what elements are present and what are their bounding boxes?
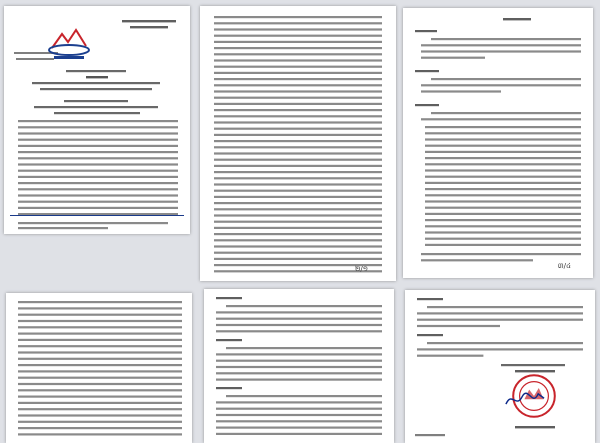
text-line bbox=[226, 347, 382, 349]
document-page-1 bbox=[4, 6, 190, 234]
text-line bbox=[18, 389, 182, 391]
text-line bbox=[214, 72, 382, 74]
text-line bbox=[214, 239, 382, 241]
text-line bbox=[216, 372, 382, 374]
text-line bbox=[425, 225, 581, 227]
text-line bbox=[18, 176, 178, 178]
text-line bbox=[425, 207, 581, 209]
text-line bbox=[216, 427, 382, 429]
text-line bbox=[216, 433, 382, 435]
text-line bbox=[425, 138, 581, 140]
text-lines bbox=[405, 290, 595, 443]
document-page-2 bbox=[200, 6, 396, 281]
text-line bbox=[216, 297, 242, 299]
text-line bbox=[214, 103, 382, 105]
text-line bbox=[415, 70, 439, 72]
text-line bbox=[214, 66, 382, 68]
text-line bbox=[216, 339, 242, 341]
text-line bbox=[214, 190, 382, 192]
text-line bbox=[425, 126, 581, 128]
text-line bbox=[18, 301, 182, 303]
text-line bbox=[18, 132, 178, 134]
text-line bbox=[18, 188, 178, 190]
text-line bbox=[214, 140, 382, 142]
text-line bbox=[421, 50, 581, 52]
text-line bbox=[214, 202, 382, 204]
text-line bbox=[421, 253, 581, 255]
text-line bbox=[425, 132, 581, 134]
page-number: ២/១ bbox=[355, 265, 368, 273]
text-line bbox=[214, 47, 382, 49]
text-line bbox=[66, 70, 126, 72]
text-line bbox=[421, 118, 581, 120]
text-line bbox=[214, 258, 382, 260]
text-line bbox=[64, 100, 128, 102]
text-line bbox=[425, 145, 581, 147]
text-line bbox=[214, 233, 382, 235]
text-lines bbox=[204, 289, 394, 443]
text-line bbox=[18, 151, 178, 153]
text-line bbox=[216, 366, 382, 368]
text-line bbox=[425, 151, 581, 153]
text-line bbox=[214, 16, 382, 18]
text-line bbox=[214, 115, 382, 117]
document-page-3 bbox=[403, 8, 593, 278]
text-line bbox=[86, 76, 108, 78]
text-line bbox=[226, 395, 382, 397]
document-page-6 bbox=[405, 290, 595, 443]
text-line bbox=[214, 252, 382, 254]
text-line bbox=[18, 145, 178, 147]
text-line bbox=[214, 152, 382, 154]
text-line bbox=[214, 165, 382, 167]
text-line bbox=[431, 38, 581, 40]
text-line bbox=[216, 379, 382, 381]
text-line bbox=[417, 319, 583, 321]
text-line bbox=[214, 208, 382, 210]
text-line bbox=[214, 196, 382, 198]
text-line bbox=[214, 214, 382, 216]
text-line bbox=[18, 120, 178, 122]
text-line bbox=[425, 244, 581, 246]
text-line bbox=[214, 245, 382, 247]
text-line bbox=[32, 82, 160, 84]
text-line bbox=[214, 177, 382, 179]
text-line bbox=[417, 348, 583, 350]
text-line bbox=[421, 259, 533, 261]
text-line bbox=[214, 159, 382, 161]
text-line bbox=[425, 213, 581, 215]
text-line bbox=[216, 311, 382, 313]
text-lines bbox=[6, 293, 192, 443]
text-line bbox=[417, 355, 483, 357]
text-line bbox=[417, 312, 583, 314]
text-line bbox=[216, 318, 382, 320]
text-line bbox=[216, 420, 382, 422]
text-line bbox=[417, 298, 443, 300]
text-line bbox=[214, 221, 382, 223]
text-line bbox=[216, 324, 382, 326]
text-line bbox=[18, 358, 182, 360]
text-line bbox=[214, 78, 382, 80]
text-line bbox=[214, 183, 382, 185]
text-line bbox=[130, 26, 168, 28]
text-line bbox=[34, 106, 158, 108]
text-line bbox=[18, 414, 182, 416]
text-line bbox=[122, 20, 176, 22]
text-line bbox=[18, 201, 178, 203]
text-line bbox=[214, 128, 382, 130]
text-line bbox=[18, 320, 182, 322]
text-line bbox=[216, 330, 382, 332]
text-line bbox=[18, 377, 182, 379]
text-line bbox=[216, 408, 382, 410]
text-line bbox=[18, 139, 178, 141]
text-line bbox=[226, 305, 382, 307]
text-lines bbox=[200, 6, 396, 281]
text-line bbox=[216, 360, 382, 362]
text-line bbox=[427, 306, 583, 308]
text-line bbox=[214, 53, 382, 55]
text-line bbox=[18, 433, 182, 435]
document-page-5 bbox=[204, 289, 394, 443]
text-line bbox=[431, 78, 581, 80]
text-line bbox=[503, 18, 531, 20]
text-line bbox=[214, 59, 382, 61]
text-line bbox=[216, 401, 382, 403]
text-line bbox=[214, 97, 382, 99]
text-line bbox=[421, 84, 581, 86]
text-line bbox=[54, 112, 140, 114]
text-line bbox=[425, 157, 581, 159]
text-line bbox=[18, 421, 182, 423]
text-line bbox=[417, 334, 443, 336]
text-line bbox=[18, 207, 178, 209]
text-line bbox=[18, 345, 182, 347]
text-line bbox=[425, 176, 581, 178]
text-line bbox=[421, 57, 485, 59]
document-page-4 bbox=[6, 293, 192, 443]
text-line bbox=[18, 351, 182, 353]
text-line bbox=[18, 126, 178, 128]
ministry-emblem-icon bbox=[44, 24, 134, 64]
text-line bbox=[18, 364, 182, 366]
text-line bbox=[214, 41, 382, 43]
text-line bbox=[421, 90, 501, 92]
text-line bbox=[214, 171, 382, 173]
text-line bbox=[18, 157, 178, 159]
text-line bbox=[18, 396, 182, 398]
text-line bbox=[18, 163, 178, 165]
text-line bbox=[18, 427, 182, 429]
text-line bbox=[18, 370, 182, 372]
text-line bbox=[415, 434, 445, 436]
text-line bbox=[425, 169, 581, 171]
text-line bbox=[18, 307, 182, 309]
text-line bbox=[415, 30, 437, 32]
text-line bbox=[425, 194, 581, 196]
text-line bbox=[40, 88, 152, 90]
page-footer bbox=[10, 215, 184, 226]
signature-mark-icon bbox=[497, 388, 553, 410]
text-line bbox=[216, 387, 242, 389]
text-line bbox=[515, 426, 555, 428]
text-line bbox=[214, 121, 382, 123]
text-line bbox=[18, 339, 182, 341]
text-line bbox=[214, 28, 382, 30]
text-line bbox=[214, 84, 382, 86]
text-line bbox=[425, 163, 581, 165]
text-line bbox=[431, 112, 581, 114]
page-number: ៣/៤ bbox=[557, 262, 571, 270]
text-line bbox=[415, 104, 439, 106]
text-line bbox=[425, 188, 581, 190]
text-lines bbox=[403, 8, 593, 278]
text-line bbox=[18, 194, 178, 196]
text-line bbox=[421, 44, 581, 46]
text-line bbox=[214, 227, 382, 229]
text-line bbox=[18, 383, 182, 385]
text-line bbox=[216, 414, 382, 416]
text-line bbox=[417, 325, 500, 327]
text-line bbox=[214, 134, 382, 136]
text-line bbox=[214, 146, 382, 148]
text-line bbox=[18, 333, 182, 335]
text-line bbox=[18, 408, 182, 410]
text-line bbox=[18, 402, 182, 404]
text-line bbox=[425, 219, 581, 221]
text-line bbox=[214, 90, 382, 92]
text-line bbox=[214, 35, 382, 37]
text-line bbox=[425, 231, 581, 233]
text-line bbox=[18, 326, 182, 328]
text-line bbox=[216, 353, 382, 355]
text-line bbox=[425, 238, 581, 240]
text-line bbox=[427, 342, 583, 344]
text-line bbox=[425, 200, 581, 202]
text-line bbox=[214, 109, 382, 111]
text-line bbox=[425, 182, 581, 184]
text-line bbox=[18, 314, 182, 316]
text-line bbox=[501, 364, 565, 366]
text-line bbox=[18, 182, 178, 184]
text-line bbox=[18, 170, 178, 172]
text-line bbox=[214, 22, 382, 24]
text-line bbox=[18, 227, 108, 229]
